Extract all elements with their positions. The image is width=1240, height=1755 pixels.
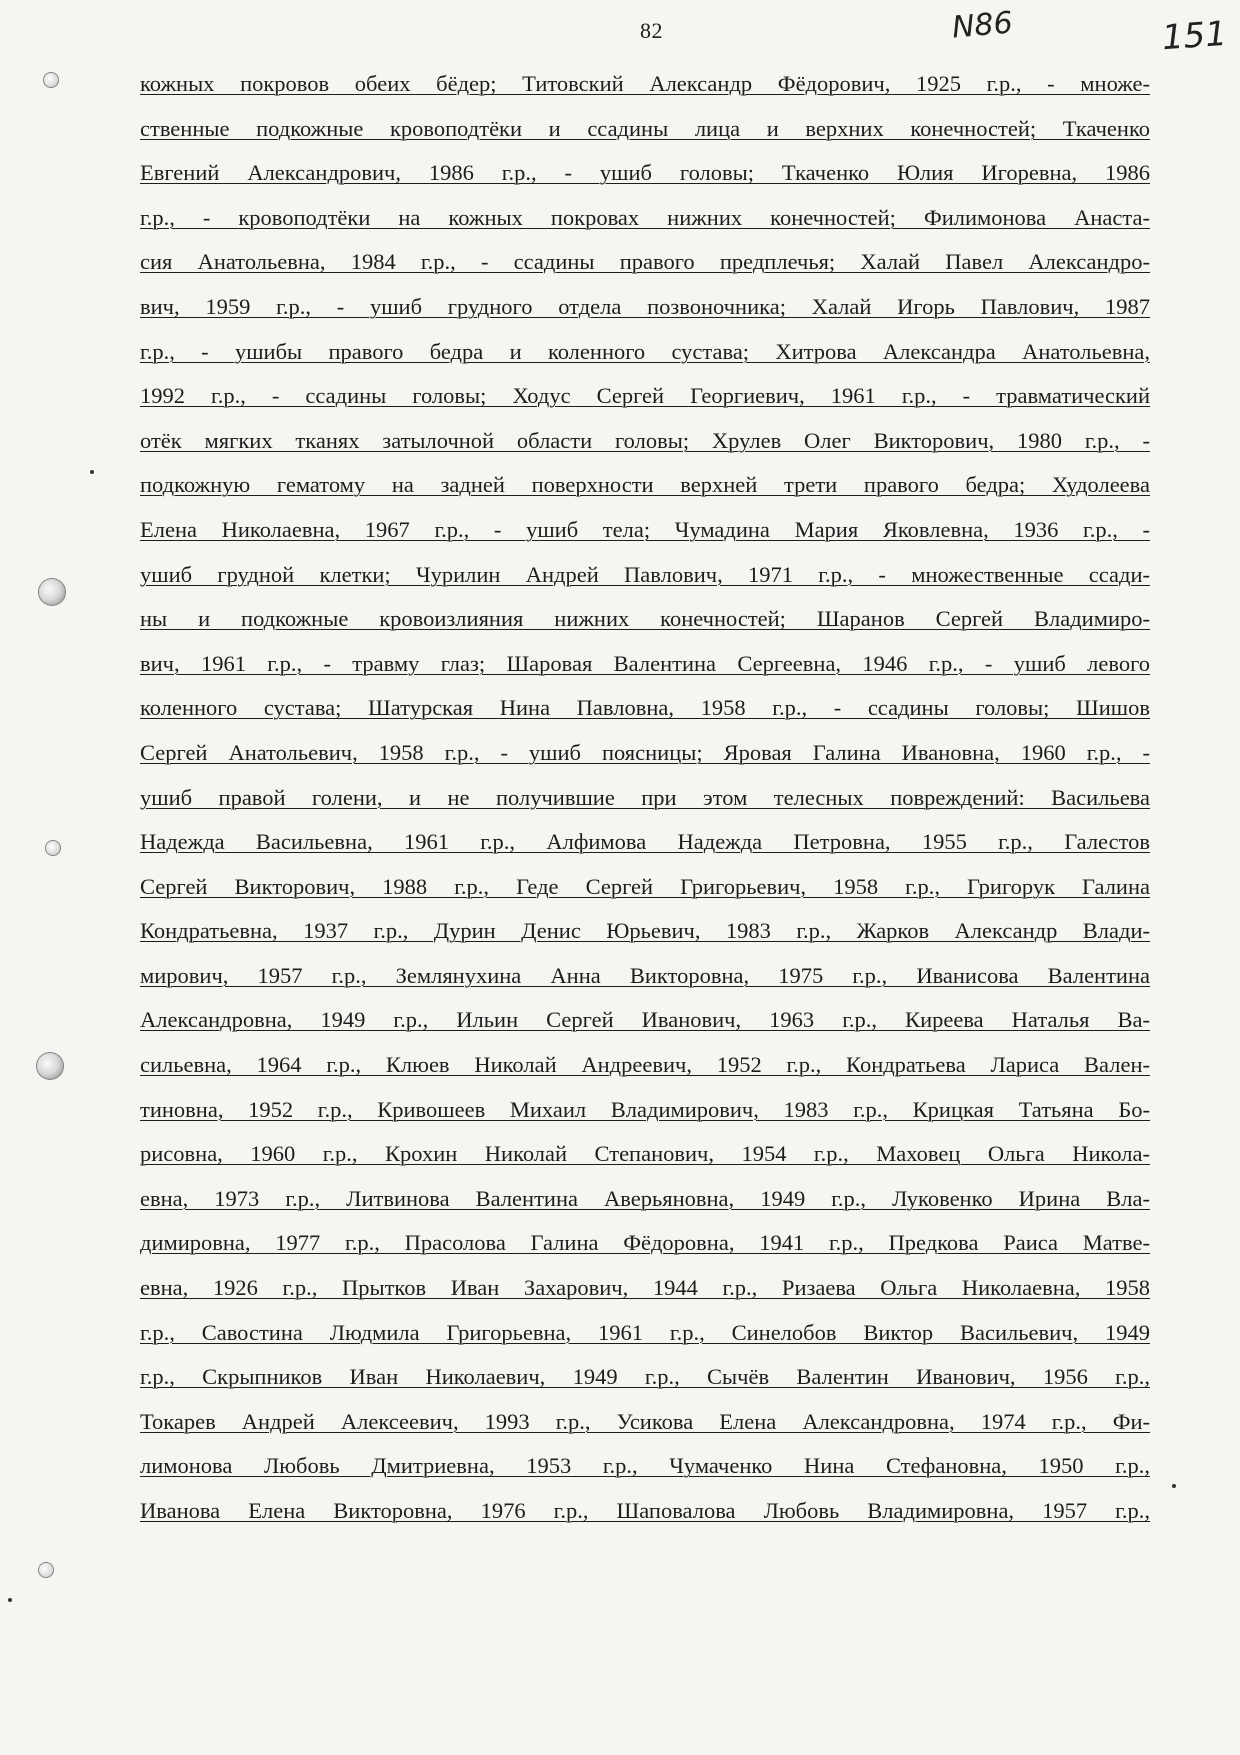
text-line: г.р., Скрыпников Иван Николаевич, 1949 г.р., Сычёв Валентин Иванович, 1956 г.р., [140,1364,1150,1390]
text-line: Сергей Анатольевич, 1958 г.р., - ушиб поясницы; Яровая Галина Ивановна, 1960 г.р., - [140,739,1150,765]
binder-hole-icon [45,840,61,856]
document-body [140,62,1150,1534]
text-line: евна, 1973 г.р., Литвинова Валентина Аверьяновна, 1949 г.р., Луковенко Ирина Вла- [140,1185,1150,1211]
text-line: 1992 г.р., - ссадины головы; Ходус Сергей Георгиевич, 1961 г.р., - травматический [140,383,1150,409]
text-line: ны и подкожные кровоизлияния нижних конечностей; Шаранов Сергей Владимиро- [140,606,1150,632]
page-number: 82 [640,18,663,43]
text-line: коленного сустава; Шатурская Нина Павловна, 1958 г.р., - ссадины головы; Шишов [140,695,1150,721]
binder-hole-icon [36,1052,64,1080]
binder-hole-icon [38,1562,54,1578]
text-line: евна, 1926 г.р., Прытков Иван Захарович, 1944 г.р., Ризаева Ольга Николаевна, 1958 [140,1275,1150,1301]
text-line: вич, 1959 г.р., - ушиб грудного отдела позвоночника; Халай Игорь Павлович, 1987 [140,293,1150,319]
text-line: г.р., - ушибы правого бедра и коленного сустава; Хитрова Александра Анатольевна, [140,338,1150,364]
text-line: Елена Николаевна, 1967 г.р., - ушиб тела; Чумадина Мария Яковлевна, 1936 г.р., - [140,516,1150,542]
text-line: ушиб правой голени, и не получившие при этом телесных повреждений: Васильева [140,784,1150,810]
text-line: сильевна, 1964 г.р., Клюев Николай Андреевич, 1952 г.р., Кондратьева Лариса Вален- [140,1052,1150,1078]
text-line: Евгений Александрович, 1986 г.р., - ушиб головы; Ткаченко Юлия Игоревна, 1986 [140,160,1150,186]
text-line: кожных покровов обеих бёдер; Титовский Александр Фёдорович, 1925 г.р., - множе- [140,71,1150,96]
text-line: Кондратьевна, 1937 г.р., Дурин Денис Юрьевич, 1983 г.р., Жарков Александр Влади- [140,918,1150,944]
text-line: Сергей Викторович, 1988 г.р., Геде Сергей Григорьевич, 1958 г.р., Григорук Галина [140,873,1150,899]
archive-number: 151 [1160,13,1229,59]
text-line: ушиб грудной клетки; Чурилин Андрей Павлович, 1971 г.р., - множественные ссади- [140,561,1150,587]
binder-hole-icon [43,72,59,88]
text-line: подкожную гематому на задней поверхности верхней трети правого бедра; Худолеева [140,472,1150,498]
text-line: димировна, 1977 г.р., Прасолова Галина Фёдоровна, 1941 г.р., Предкова Раиса Матве- [140,1230,1150,1256]
binder-hole-icon [38,578,66,606]
text-line: Надежда Васильевна, 1961 г.р., Алфимова Надежда Петровна, 1955 г.р., Галестов [140,829,1150,855]
text-line: вич, 1961 г.р., - травму глаз; Шаровая Валентина Сергеевна, 1946 г.р., - ушиб левого [140,650,1150,676]
text-line: г.р., Савостина Людмила Григорьевна, 1961 г.р., Синелобов Виктор Васильевич, 1949 [140,1319,1150,1345]
text-line: сия Анатольевна, 1984 г.р., - ссадины правого предплечья; Халай Павел Александро- [140,249,1150,275]
text-line: Иванова Елена Викторовна, 1976 г.р., Шаповалова Любовь Владимировна, 1957 г.р., [140,1498,1150,1523]
text-line: лимонова Любовь Дмитриевна, 1953 г.р., Чумаченко Нина Стефановна, 1950 г.р., [140,1453,1150,1479]
text-line: Токарев Андрей Алексеевич, 1993 г.р., Усикова Елена Александровна, 1974 г.р., Фи- [140,1408,1150,1434]
text-line: г.р., - кровоподтёки на кожных покровах нижних конечностей; Филимонова Анаста- [140,204,1150,230]
text-line: мирович, 1957 г.р., Землянухина Анна Викторовна, 1975 г.р., Иванисова Валентина [140,962,1150,988]
paper-speck [1172,1484,1176,1488]
handwritten-mark: N86 [950,5,1015,46]
paper-speck [90,470,94,474]
text-line: Александровна, 1949 г.р., Ильин Сергей Иванович, 1963 г.р., Киреева Наталья Ва- [140,1007,1150,1033]
text-line: ственные подкожные кровоподтёки и ссадины лица и верхних конечностей; Ткаченко [140,115,1150,141]
text-line: отёк мягких тканях затылочной области головы; Хрулев Олег Викторович, 1980 г.р., - [140,427,1150,453]
text-line: рисовна, 1960 г.р., Крохин Николай Степанович, 1954 г.р., Маховец Ольга Никола- [140,1141,1150,1167]
paper-speck [8,1598,12,1602]
text-line: тиновна, 1952 г.р., Кривошеев Михаил Владимирович, 1983 г.р., Крицкая Татьяна Бо- [140,1096,1150,1122]
